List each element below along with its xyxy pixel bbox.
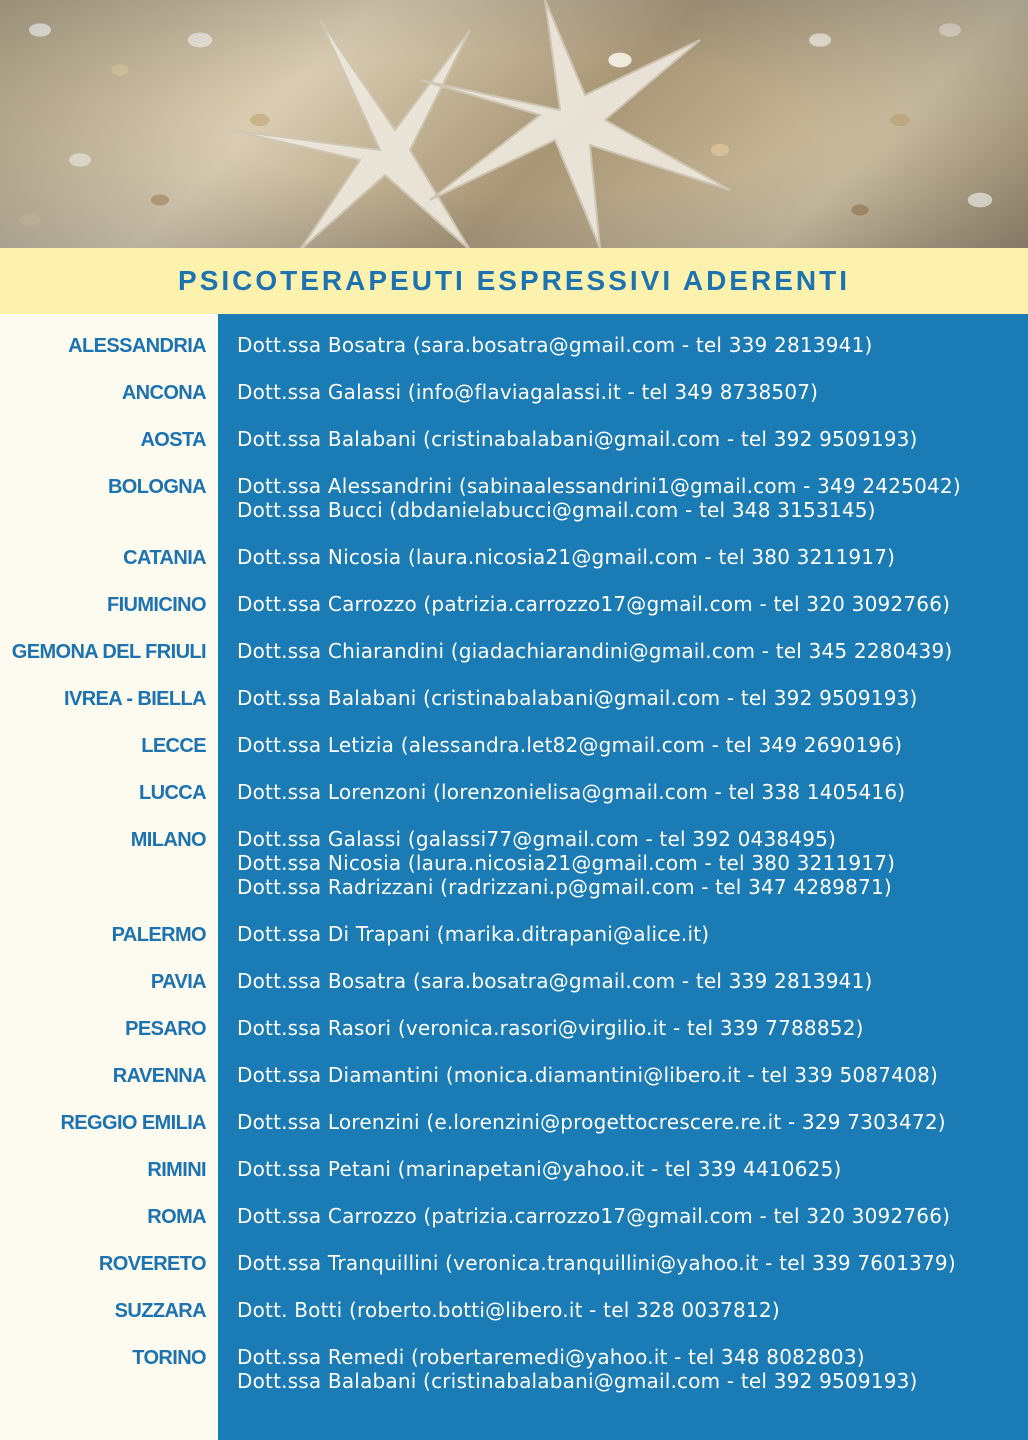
- city-label: MILANO: [130, 829, 206, 851]
- city-label: PALERMO: [111, 924, 206, 946]
- city-label: ALESSANDRIA: [68, 335, 206, 357]
- contact-entry: Dott.ssa Lorenzoni (lorenzonielisa@gmail.com - tel 338 1405416): [237, 780, 906, 804]
- contact-entry: Dott.ssa Carrozzo (patrizia.carrozzo17@gmail.com - tel 320 3092766): [237, 592, 951, 616]
- directory-row: [0, 1016, 1028, 1063]
- contact-entry: Dott.ssa Alessandrini (sabinaalessandrini1@gmail.com - 349 2425042): [237, 474, 961, 498]
- contact-list: [237, 1251, 956, 1275]
- contact-list: [237, 1063, 938, 1087]
- city-label: REGGIO EMILIA: [60, 1112, 206, 1134]
- title-banner: [0, 248, 1028, 314]
- contact-entry: Dott.ssa Di Trapani (marika.ditrapani@alice.it): [237, 922, 710, 946]
- directory-row: [0, 922, 1028, 969]
- contact-entry: Dott.ssa Tranquillini (veronica.tranquillini@yahoo.it - tel 339 7601379): [237, 1251, 956, 1275]
- city-label: LUCCA: [139, 782, 206, 804]
- contact-entry: Dott.ssa Balabani (cristinabalabani@gmail.com - tel 392 9509193): [237, 686, 918, 710]
- city-label: PAVIA: [150, 971, 206, 993]
- directory-row: [0, 1345, 1028, 1416]
- contact-list: [237, 380, 818, 404]
- contact-entry: Dott.ssa Chiarandini (giadachiarandini@gmail.com - tel 345 2280439): [237, 639, 953, 663]
- contact-list: [237, 639, 952, 663]
- city-label: SUZZARA: [114, 1300, 206, 1322]
- contact-list: [237, 1204, 950, 1228]
- directory-row: [0, 545, 1028, 592]
- directory-row: [0, 1157, 1028, 1204]
- page-title: PSICOTERAPEUTI ESPRESSIVI ADERENTI: [178, 265, 850, 296]
- directory-row: [0, 1251, 1028, 1298]
- contact-entry: Dott.ssa Galassi (info@flaviagalassi.it - tel 349 8738507): [237, 380, 819, 404]
- directory-row: [0, 1298, 1028, 1345]
- city-label: ROVERETO: [98, 1253, 206, 1275]
- directory-list: [0, 333, 1028, 1416]
- city-label: ANCONA: [121, 382, 206, 404]
- directory-row: [0, 733, 1028, 780]
- contact-entry: Dott.ssa Galassi (galassi77@gmail.com - tel 392 0438495): [237, 827, 837, 851]
- contact-entry: Dott.ssa Letizia (alessandra.let82@gmail.com - tel 349 2690196): [237, 733, 903, 757]
- contact-list: [237, 686, 918, 710]
- directory-row: [0, 592, 1028, 639]
- contact-list: [237, 1016, 864, 1040]
- contact-list: [237, 733, 902, 757]
- city-label: GEMONA DEL FRIULI: [11, 641, 206, 663]
- contact-list: [237, 1345, 918, 1393]
- contact-list: [237, 474, 961, 522]
- directory-row: [0, 474, 1028, 545]
- contact-entry: Dott.ssa Remedi (robertaremedi@yahoo.it - tel 348 8082803): [237, 1345, 865, 1369]
- starfish-image: [0, 0, 1028, 248]
- contact-entry: Dott.ssa Radrizzani (radrizzani.p@gmail.com - tel 347 4289871): [237, 875, 892, 899]
- contact-entry: Dott.ssa Bosatra (sara.bosatra@gmail.com - tel 339 2813941): [237, 969, 873, 993]
- directory-row: [0, 780, 1028, 827]
- city-label: FIUMICINO: [106, 594, 206, 616]
- contact-entry: Dott.ssa Bucci (dbdanielabucci@gmail.com - tel 348 3153145): [237, 498, 876, 522]
- directory-row: [0, 427, 1028, 474]
- directory-row: [0, 333, 1028, 380]
- directory-row: [0, 1110, 1028, 1157]
- city-label: CATANIA: [123, 547, 206, 569]
- contact-list: [237, 827, 895, 899]
- contact-entry: Dott.ssa Rasori (veronica.rasori@virgilio.it - tel 339 7788852): [237, 1016, 864, 1040]
- city-label: IVREA - BIELLA: [64, 688, 206, 710]
- city-label: ROMA: [147, 1206, 206, 1228]
- contact-list: [237, 427, 918, 451]
- city-label: RAVENNA: [112, 1065, 206, 1087]
- city-label: BOLOGNA: [107, 476, 206, 498]
- contact-entry: Dott.ssa Balabani (cristinabalabani@gmail.com - tel 392 9509193): [237, 1369, 918, 1393]
- directory-row: [0, 686, 1028, 733]
- contact-entry: Dott.ssa Nicosia (laura.nicosia21@gmail.com - tel 380 3211917): [237, 851, 896, 875]
- contact-list: [237, 969, 873, 993]
- directory-row: [0, 639, 1028, 686]
- contact-list: [237, 1298, 780, 1322]
- contact-entry: Dott.ssa Nicosia (laura.nicosia21@gmail.com - tel 380 3211917): [237, 545, 896, 569]
- header-photo: [0, 0, 1028, 248]
- directory-row: [0, 827, 1028, 922]
- contact-entry: Dott.ssa Lorenzini (e.lorenzini@progettocrescere.re.it - 329 7303472): [237, 1110, 946, 1134]
- contact-entry: Dott.ssa Carrozzo (patrizia.carrozzo17@gmail.com - tel 320 3092766): [237, 1204, 951, 1228]
- directory-row: [0, 380, 1028, 427]
- contact-entry: Dott.ssa Petani (marinapetani@yahoo.it - tel 339 4410625): [237, 1157, 842, 1181]
- city-label: AOSTA: [140, 429, 206, 451]
- directory-row: [0, 969, 1028, 1016]
- city-label: TORINO: [132, 1347, 206, 1369]
- city-label: RIMINI: [147, 1159, 206, 1181]
- contact-entry: Dott.ssa Balabani (cristinabalabani@gmail.com - tel 392 9509193): [237, 427, 918, 451]
- contact-entry: Dott.ssa Diamantini (monica.diamantini@libero.it - tel 339 5087408): [237, 1063, 938, 1087]
- directory-row: [0, 1204, 1028, 1251]
- contact-list: [237, 545, 895, 569]
- city-label: LECCE: [141, 735, 206, 757]
- directory-row: [0, 1063, 1028, 1110]
- contact-entry: Dott.ssa Bosatra (sara.bosatra@gmail.com - tel 339 2813941): [237, 333, 873, 357]
- contact-entry: Dott. Botti (roberto.botti@libero.it - tel 328 0037812): [237, 1298, 780, 1322]
- contact-list: [237, 780, 905, 804]
- contact-list: [237, 333, 873, 357]
- contact-list: [237, 592, 950, 616]
- contact-list: [237, 922, 709, 946]
- contact-list: [237, 1110, 946, 1134]
- contact-list: [237, 1157, 842, 1181]
- city-label: PESARO: [125, 1018, 206, 1040]
